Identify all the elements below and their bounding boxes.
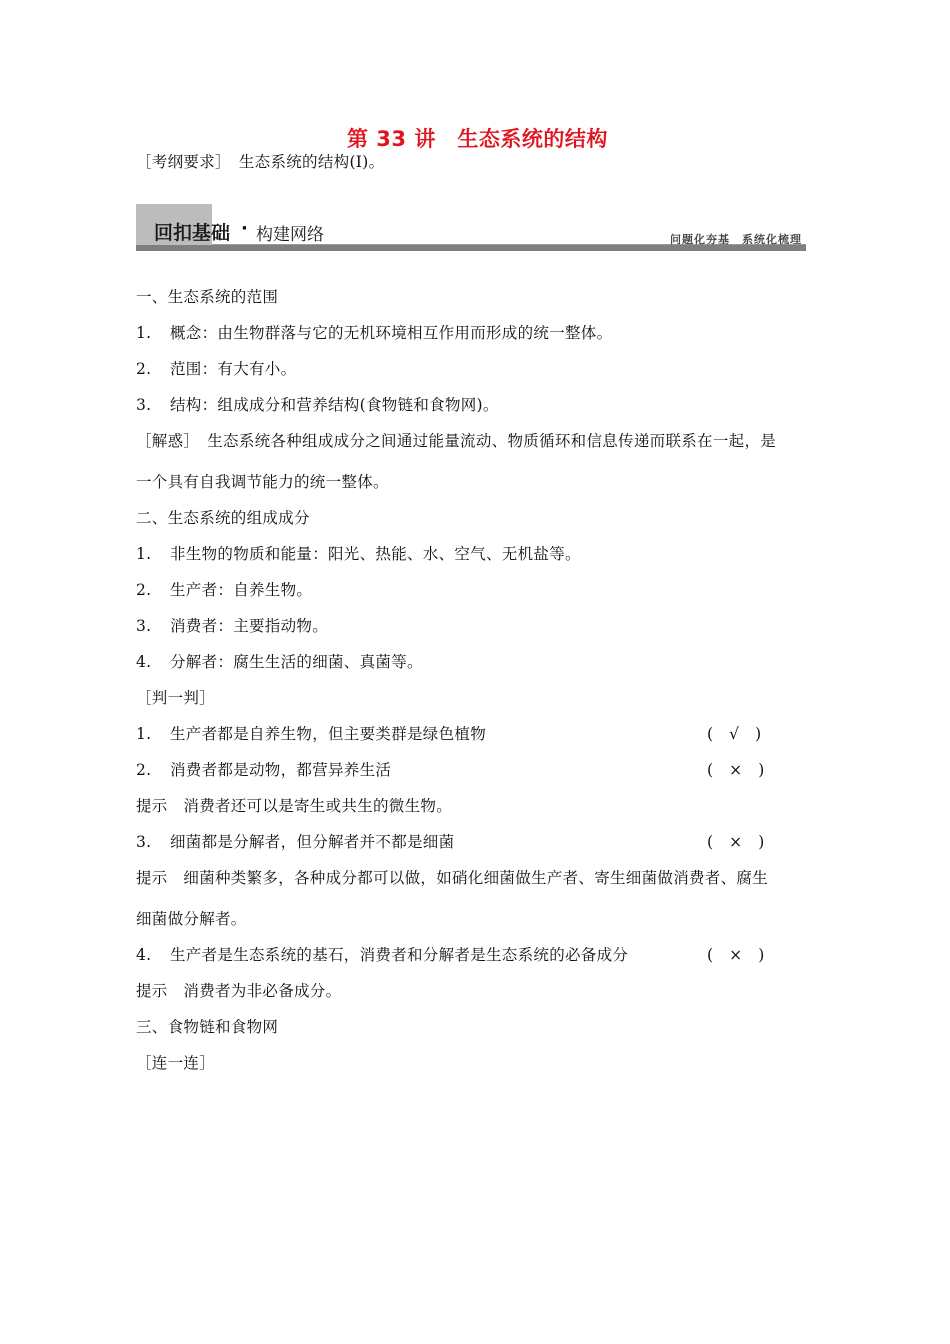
judge-question-2: 2. 消费者都是动物，都营异养生活: [136, 761, 392, 779]
list-item: 4. 分解者：腐生生活的细菌、真菌等。: [136, 653, 423, 671]
judge-answer-4: ( × ): [707, 946, 765, 964]
banner-dot: ·: [241, 218, 248, 239]
list-item: 2. 生产者：自养生物。: [136, 581, 313, 599]
list-item: 2. 范围：有大有小。: [136, 360, 297, 378]
hint-3-line1: 提示 细菌种类繁多，各种成分都可以做，如硝化细菌做生产者、寄生细菌做消费者、腐生: [136, 869, 769, 887]
section2-heading: 二、生态系统的组成成分: [136, 509, 310, 527]
judge-question-3: 3. 细菌都是分解者，但分解者并不都是细菌: [136, 833, 455, 851]
hint-4: 提示 消费者为非必备成分。: [136, 982, 342, 1000]
section1-heading: 一、生态系统的范围: [136, 288, 279, 306]
page-title: 第 33 讲 生态系统的结构: [347, 127, 608, 151]
list-item: 3. 结构：组成成分和营养结构(食物链和食物网)。: [136, 396, 499, 414]
banner-tagline: 问题化夯基 系统化梳理: [670, 233, 802, 246]
list-item: 3. 消费者：主要指动物。: [136, 617, 329, 635]
hint-2: 提示 消费者还可以是寄生或共生的微生物。: [136, 797, 453, 815]
list-item: 1. 概念：由生物群落与它的无机环境相互作用而形成的统一整体。: [136, 324, 613, 342]
exam-requirement: ［考纲要求］ 生态系统的结构(Ⅰ)。: [136, 153, 385, 171]
hint-3-line2: 细菌做分解者。: [136, 910, 247, 928]
section3-heading: 三、食物链和食物网: [136, 1018, 279, 1036]
confusion-note-line2: 一个具有自我调节能力的统一整体。: [136, 473, 389, 491]
banner-main-title: 回扣基础: [154, 222, 231, 244]
judge-question-4: 4. 生产者是生态系统的基石，消费者和分解者是生态系统的必备成分: [136, 946, 629, 964]
judge-answer-2: ( × ): [707, 761, 765, 779]
section-banner: [136, 204, 806, 252]
judge-answer-3: ( × ): [707, 833, 765, 851]
confusion-note-line1: ［解惑］ 生态系统各种组成成分之间通过能量流动、物质循环和信息传递而联系在一起，是: [136, 432, 777, 450]
judge-answer-1: ( √ ): [707, 725, 762, 743]
banner-subtitle: 构建网络: [256, 225, 324, 245]
connect-heading: ［连一连］: [136, 1054, 216, 1072]
judge-question-1: 1. 生产者都是自养生物，但主要类群是绿色植物: [136, 725, 487, 743]
judge-heading: ［判一判］: [136, 689, 216, 707]
list-item: 1. 非生物的物质和能量：阳光、热能、水、空气、无机盐等。: [136, 545, 581, 563]
